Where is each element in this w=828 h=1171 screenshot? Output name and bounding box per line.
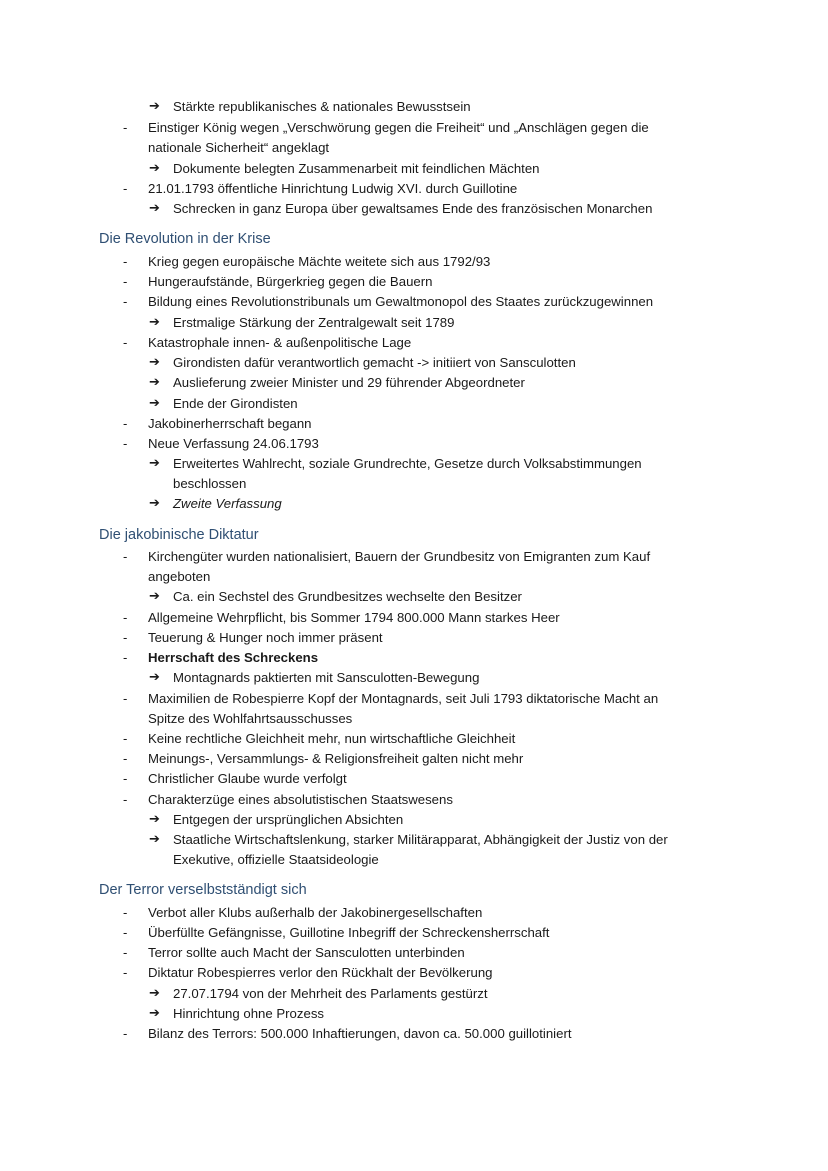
arrow-icon: ➔ [149, 315, 160, 330]
list-item-continuation: Spitze des Wohlfahrtsausschusses [148, 711, 353, 726]
arrow-icon: ➔ [149, 161, 160, 176]
list-item: Bilanz des Terrors: 500.000 Inhaftierungen, davon ca. 50.000 guillotiniert [148, 1026, 572, 1041]
list-item: Christlicher Glaube wurde verfolgt [148, 771, 347, 786]
dash-bullet: - [123, 945, 128, 960]
list-item: Kirchengüter wurden nationalisiert, Bauern der Grundbesitz von Emigranten zum Kauf [148, 549, 651, 564]
arrow-icon: ➔ [149, 375, 160, 390]
list-item: Auslieferung zweier Minister und 29 führender Abgeordneter [173, 375, 525, 390]
arrow-icon: ➔ [149, 396, 160, 411]
list-item: Allgemeine Wehrpflicht, bis Sommer 1794 800.000 Mann starkes Heer [148, 610, 560, 625]
dash-bullet: - [123, 274, 128, 289]
list-item: Hungeraufstände, Bürgerkrieg gegen die Bauern [148, 274, 433, 289]
dash-bullet: - [123, 254, 128, 269]
list-item-continuation: beschlossen [173, 476, 247, 491]
arrow-icon: ➔ [149, 986, 160, 1001]
list-item-continuation: Exekutive, offizielle Staatsideologie [173, 852, 379, 867]
list-item: Montagnards paktierten mit Sansculotten-Bewegung [173, 670, 480, 685]
list-item-continuation: nationale Sicherheit“ angeklagt [148, 140, 330, 155]
dash-bullet: - [123, 416, 128, 431]
dash-bullet: - [123, 731, 128, 746]
arrow-icon: ➔ [149, 496, 160, 511]
arrow-icon: ➔ [149, 355, 160, 370]
dash-bullet: - [123, 335, 128, 350]
list-item: Teuerung & Hunger noch immer präsent [148, 630, 383, 645]
list-item: Überfüllte Gefängnisse, Guillotine Inbegriff der Schreckensherrschaft [148, 925, 550, 940]
list-item: Herrschaft des Schreckens [148, 650, 319, 665]
list-item: Maximilien de Robespierre Kopf der Montagnards, seit Juli 1793 diktatorische Macht an [148, 691, 659, 706]
arrow-icon: ➔ [149, 1006, 160, 1021]
list-item: Meinungs-, Versammlungs- & Religionsfreiheit galten nicht mehr [148, 751, 524, 766]
dash-bullet: - [123, 771, 128, 786]
list-item: Erweitertes Wahlrecht, soziale Grundrechte, Gesetze durch Volksabstimmungen [173, 456, 642, 471]
dash-bullet: - [123, 181, 128, 196]
dash-bullet: - [123, 630, 128, 645]
list-item: Staatliche Wirtschaftslenkung, starker Militärapparat, Abhängigkeit der Justiz von der [173, 832, 668, 847]
arrow-icon: ➔ [149, 812, 160, 827]
list-item: Hinrichtung ohne Prozess [173, 1006, 325, 1021]
list-item: Keine rechtliche Gleichheit mehr, nun wirtschaftliche Gleichheit [148, 731, 516, 746]
list-item: Katastrophale innen- & außenpolitische Lage [148, 335, 412, 350]
list-item: Girondisten dafür verantwortlich gemacht -> initiiert von Sansculotten [173, 355, 576, 370]
arrow-icon: ➔ [149, 201, 160, 216]
list-item: Jakobinerherrschaft begann [148, 416, 312, 431]
list-item: Terror sollte auch Macht der Sansculotten unterbinden [148, 945, 465, 960]
list-item: Krieg gegen europäische Mächte weitete sich aus 1792/93 [148, 254, 491, 269]
list-item: Neue Verfassung 24.06.1793 [148, 436, 319, 451]
list-item: Ende der Girondisten [173, 396, 298, 411]
arrow-icon: ➔ [149, 456, 160, 471]
dash-bullet: - [123, 751, 128, 766]
arrow-icon: ➔ [149, 99, 160, 114]
section-heading: Die jakobinische Diktatur [99, 527, 259, 543]
dash-bullet: - [123, 549, 128, 564]
arrow-icon: ➔ [149, 832, 160, 847]
list-item: Bildung eines Revolutionstribunals um Gewaltmonopol des Staates zurückzugewinnen [148, 294, 654, 309]
list-item: Verbot aller Klubs außerhalb der Jakobinergesellschaften [148, 905, 483, 920]
list-item: Entgegen der ursprünglichen Absichten [173, 812, 404, 827]
list-item: Charakterzüge eines absolutistischen Staatswesens [148, 792, 453, 807]
list-item: Zweite Verfassung [173, 496, 282, 511]
list-item: Ca. ein Sechstel des Grundbesitzes wechselte den Besitzer [173, 589, 522, 604]
dash-bullet: - [123, 691, 128, 706]
dash-bullet: - [123, 650, 128, 665]
arrow-icon: ➔ [149, 670, 160, 685]
dash-bullet: - [123, 925, 128, 940]
dash-bullet: - [123, 1026, 128, 1041]
dash-bullet: - [123, 792, 128, 807]
list-item: Erstmalige Stärkung der Zentralgewalt seit 1789 [173, 315, 455, 330]
dash-bullet: - [123, 905, 128, 920]
list-item: 21.01.1793 öffentliche Hinrichtung Ludwig XVI. durch Guillotine [148, 181, 518, 196]
dash-bullet: - [123, 610, 128, 625]
list-item: 27.07.1794 von der Mehrheit des Parlaments gestürzt [173, 986, 488, 1001]
dash-bullet: - [123, 294, 128, 309]
list-item: Schrecken in ganz Europa über gewaltsames Ende des französischen Monarchen [173, 201, 653, 216]
list-item: Stärkte republikanisches & nationales Bewusstsein [173, 99, 471, 114]
list-item: Dokumente belegten Zusammenarbeit mit feindlichen Mächten [173, 161, 540, 176]
list-item: Einstiger König wegen „Verschwörung gegen die Freiheit“ und „Anschlägen gegen die [148, 120, 649, 135]
section-heading: Die Revolution in der Krise [99, 231, 271, 247]
list-item: Diktatur Robespierres verlor den Rückhalt der Bevölkerung [148, 965, 493, 980]
list-item-continuation: angeboten [148, 569, 211, 584]
dash-bullet: - [123, 120, 128, 135]
dash-bullet: - [123, 965, 128, 980]
dash-bullet: - [123, 436, 128, 451]
section-heading: Der Terror verselbstständigt sich [99, 882, 307, 898]
arrow-icon: ➔ [149, 589, 160, 604]
